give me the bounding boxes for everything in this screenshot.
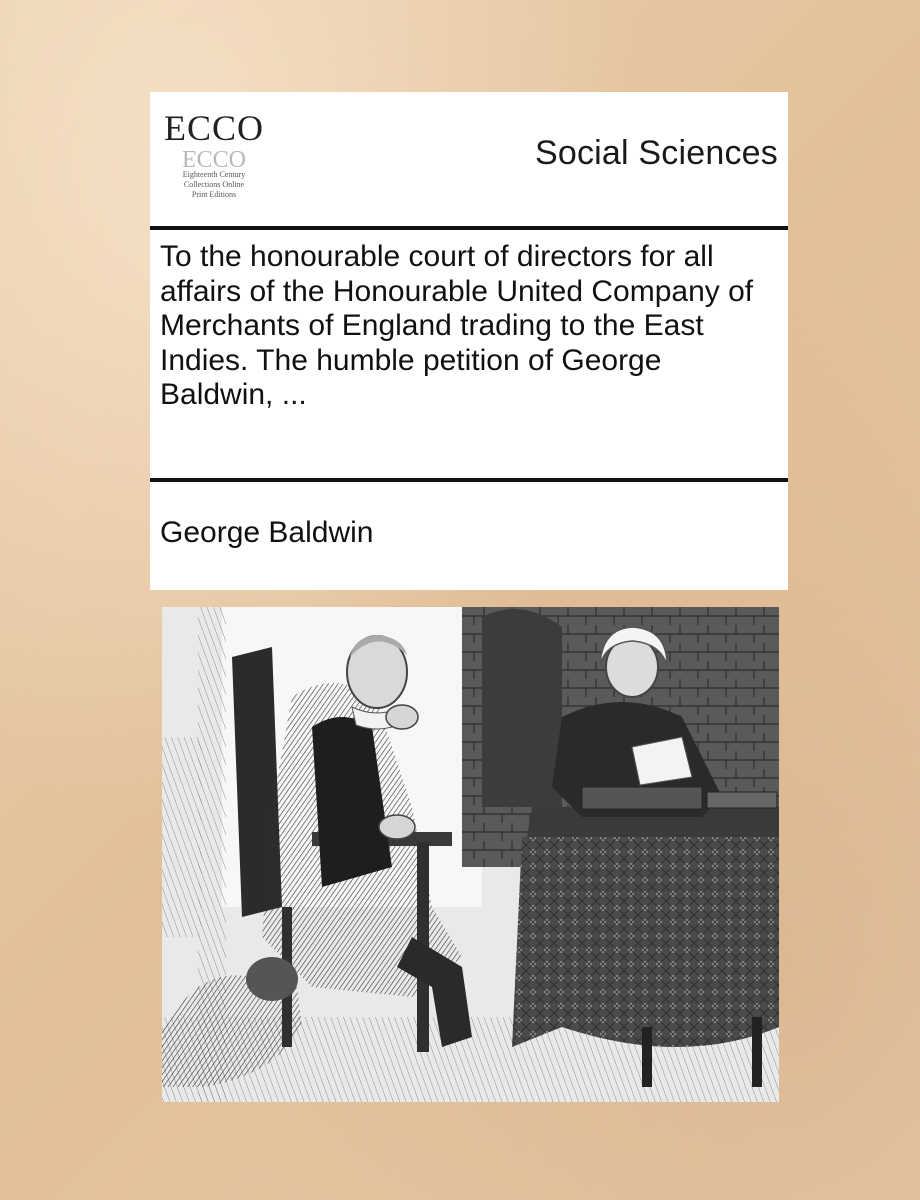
logo-line-2: Collections Online — [183, 180, 245, 189]
book-author: George Baldwin — [160, 516, 374, 549]
cover-text-panel — [150, 92, 788, 590]
cover-engraving — [162, 607, 779, 1102]
logo-wordmark-reflection: ECCO — [181, 145, 246, 171]
logo-line-3: Print Editions — [191, 190, 237, 199]
divider-bottom — [150, 478, 788, 482]
divider-top — [150, 226, 788, 230]
inkstand — [707, 792, 777, 808]
dog-head — [246, 957, 298, 1001]
table-cloth — [512, 837, 779, 1047]
series-label: Social Sciences — [534, 134, 778, 172]
man-hand — [386, 705, 418, 729]
table-leg-1 — [642, 1027, 652, 1087]
logo-line-1: Eighteenth Century — [182, 170, 246, 179]
book-title: To the honourable court of directors for all affairs of the Honourable United Company of Merchants of England trading to the East Indies. The humble petition of George Baldwin, ... — [160, 240, 754, 411]
bench-cushion — [162, 737, 202, 937]
book-on-table — [582, 787, 702, 809]
table-leg-2 — [752, 1017, 762, 1087]
man-resting-hand — [379, 815, 415, 839]
fireplace — [482, 609, 562, 807]
ecco-logo — [164, 104, 264, 216]
engraving-image — [162, 607, 779, 1102]
logo-wordmark: ECCO — [164, 108, 265, 148]
